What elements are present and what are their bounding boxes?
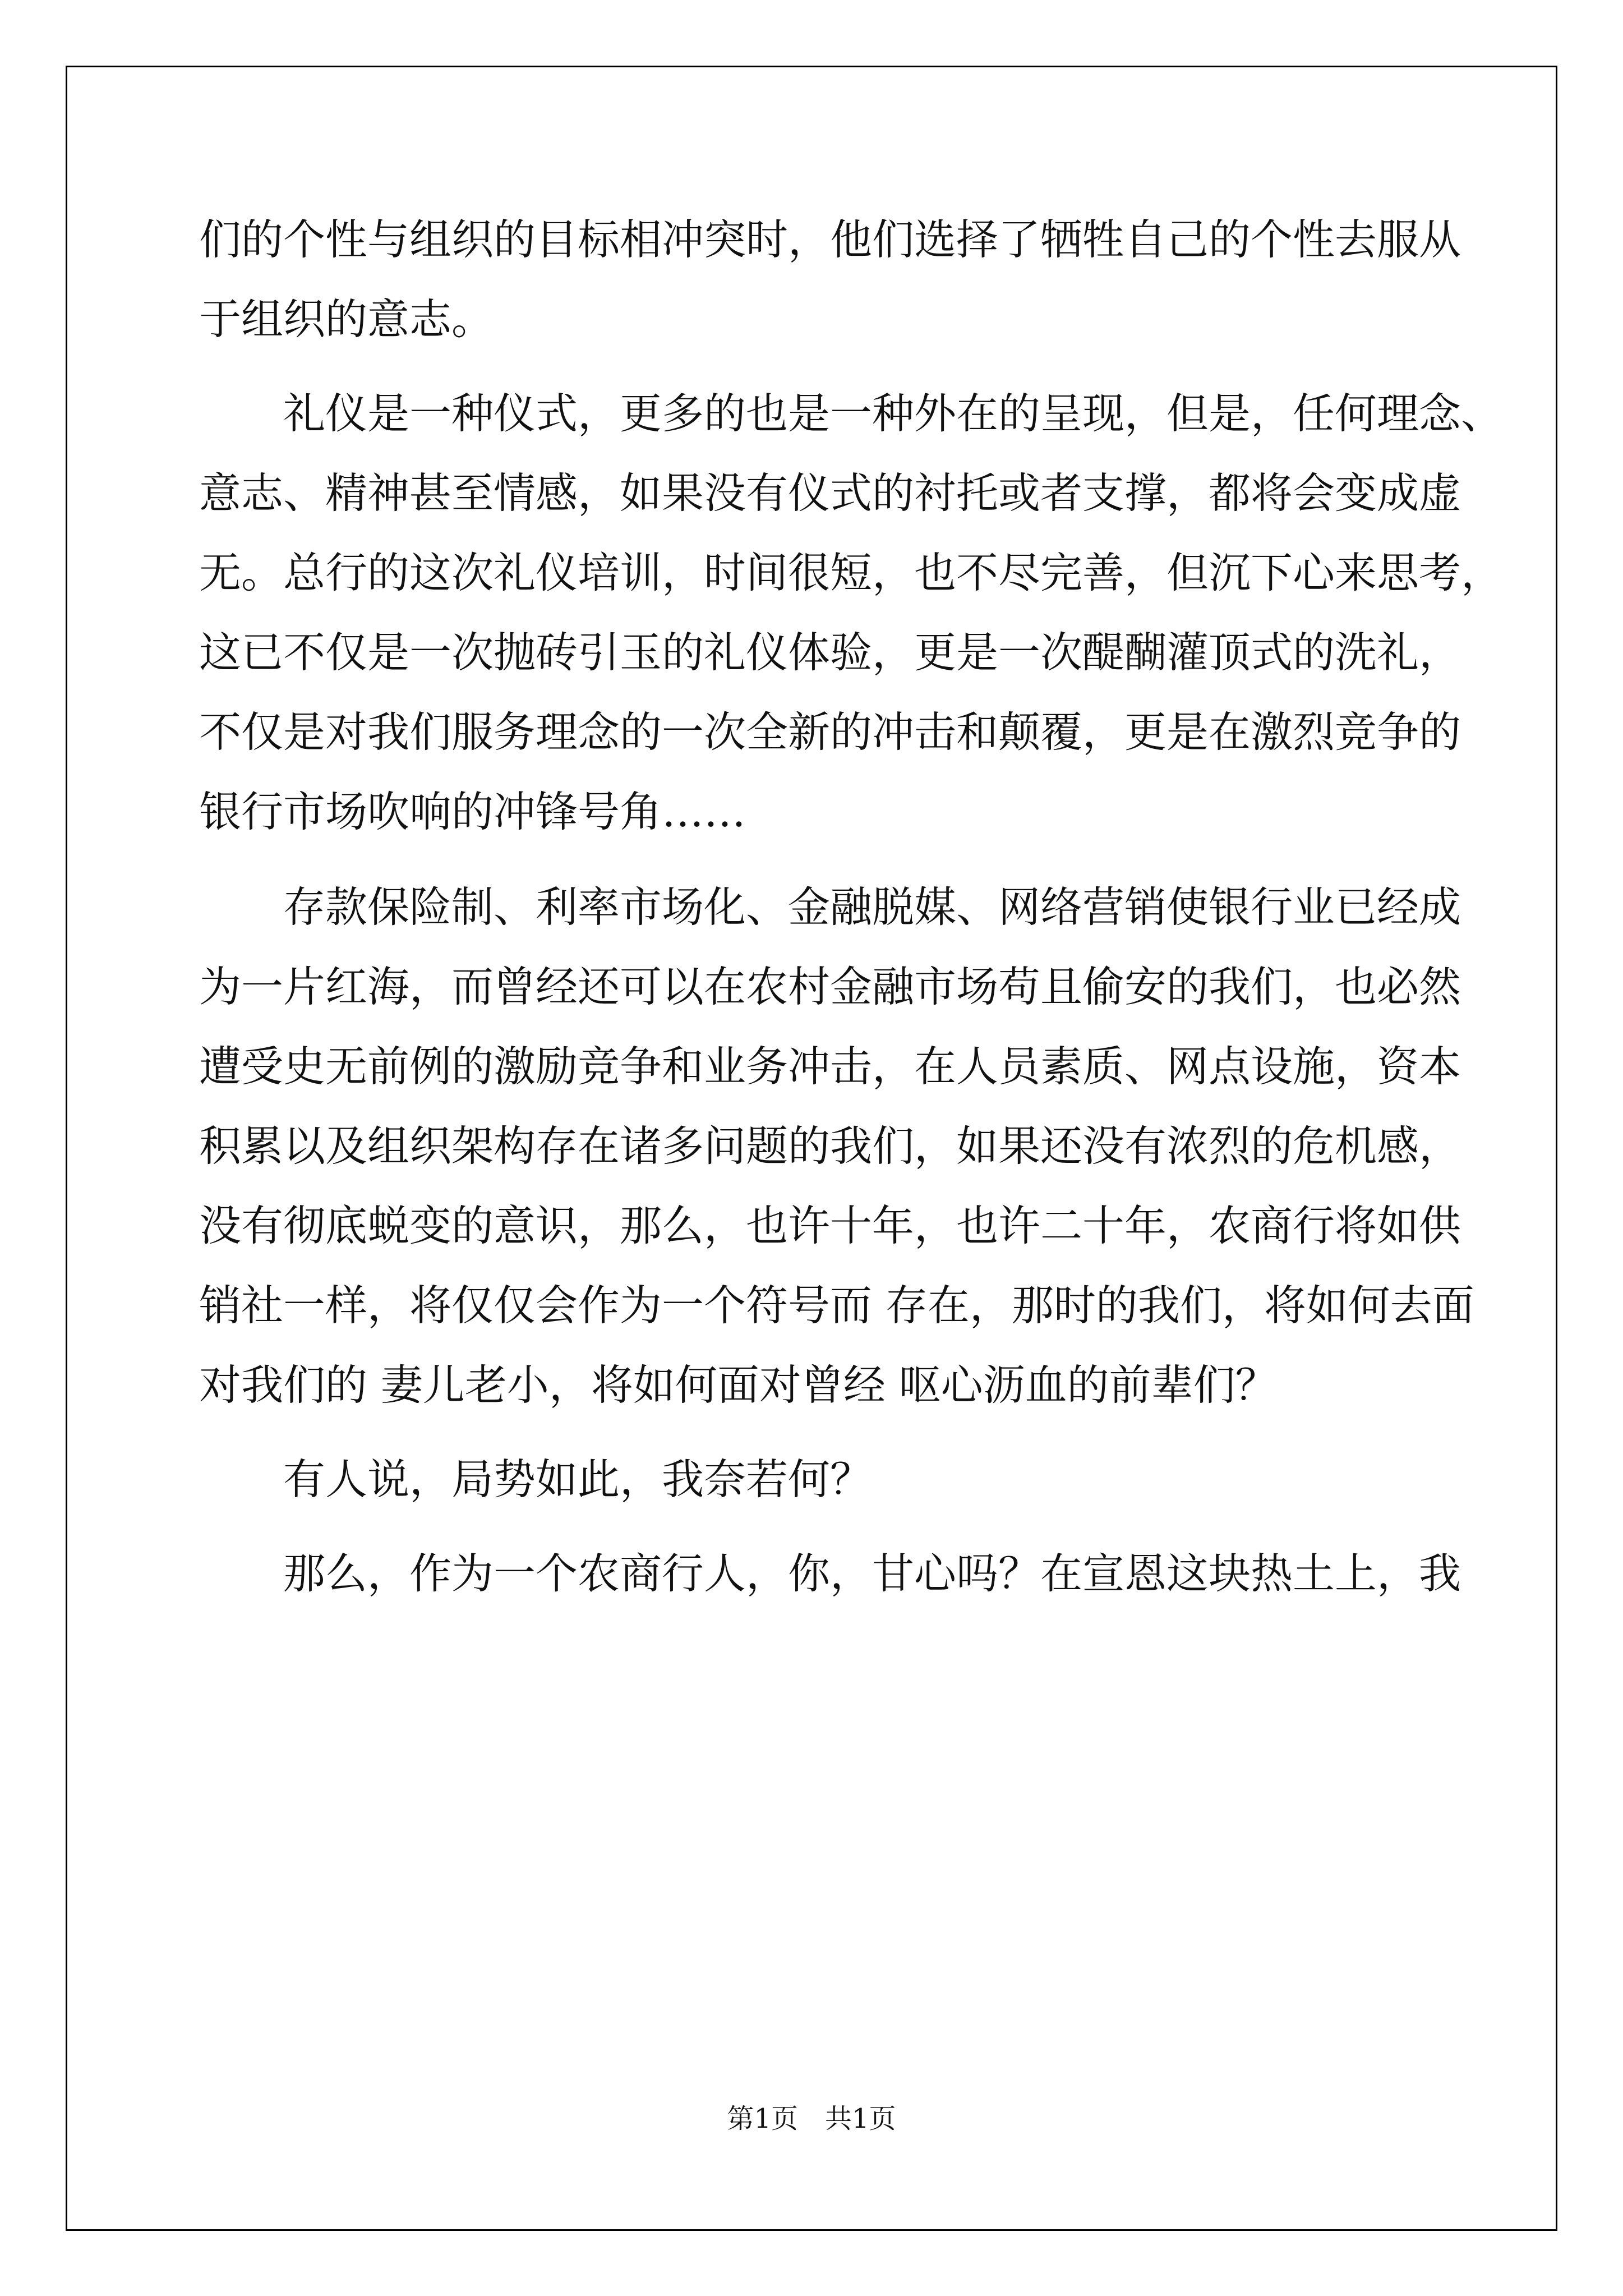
text-line: 无。总行的这次礼仪培训，时间很短，也不尽完善，但沉下心来思考， <box>199 548 1504 597</box>
paragraph-start-line: 那么，作为一个农商行人，你，甘心吗？在宣恩这块热土上，我 <box>283 1549 1461 1598</box>
text-line: 这已不仅是一次抛砖引玉的礼仪体验，更是一次醍醐灌顶式的洗礼， <box>199 628 1461 677</box>
text-line: 于组织的意志。 <box>199 295 494 344</box>
text-line: 为一片红海，而曾经还可以在农村金融市场苟且偷安的我们，也必然 <box>199 962 1461 1011</box>
paragraph-start-line: 存款保险制、利率市场化、金融脱媒、网络营销使银行业已经成 <box>283 882 1461 932</box>
text-line: 不仅是对我们服务理念的一次全新的冲击和颠覆，更是在激烈竞争的 <box>199 707 1461 757</box>
text-line: 没有彻底蜕变的意识，那么，也许十年，也许二十年，农商行将如供 <box>199 1201 1461 1250</box>
text-line: 对我们的 妻儿老小，将如何面对曾经 呕心沥血的前辈们？ <box>199 1360 1278 1410</box>
text-line: 银行市场吹响的冲锋号角…… <box>199 787 746 836</box>
paragraph-start-line: 有人说，局势如此，我奈若何？ <box>283 1455 873 1504</box>
paragraph-start-line: 礼仪是一种仪式，更多的也是一种外在的呈现，但是，任何理念、 <box>283 389 1504 438</box>
text-line: 遭受史无前例的激励竞争和业务冲击，在人员素质、网点设施，资本 <box>199 1042 1461 1091</box>
text-line: 们的个性与组织的目标相冲突时，他们选择了牺牲自己的个性去服从 <box>199 215 1461 264</box>
text-line: 意志、精神甚至情感，如果没有仪式的衬托或者支撑，都将会变成虚 <box>199 468 1461 518</box>
page-footer: 第1页 共1页 <box>727 2103 896 2134</box>
text-line: 积累以及组织架构存在诸多问题的我们，如果还没有浓烈的危机感， <box>199 1121 1461 1171</box>
text-line: 销社一样，将仅仅会作为一个符号而 存在，那时的我们，将如何去面 <box>199 1281 1474 1330</box>
